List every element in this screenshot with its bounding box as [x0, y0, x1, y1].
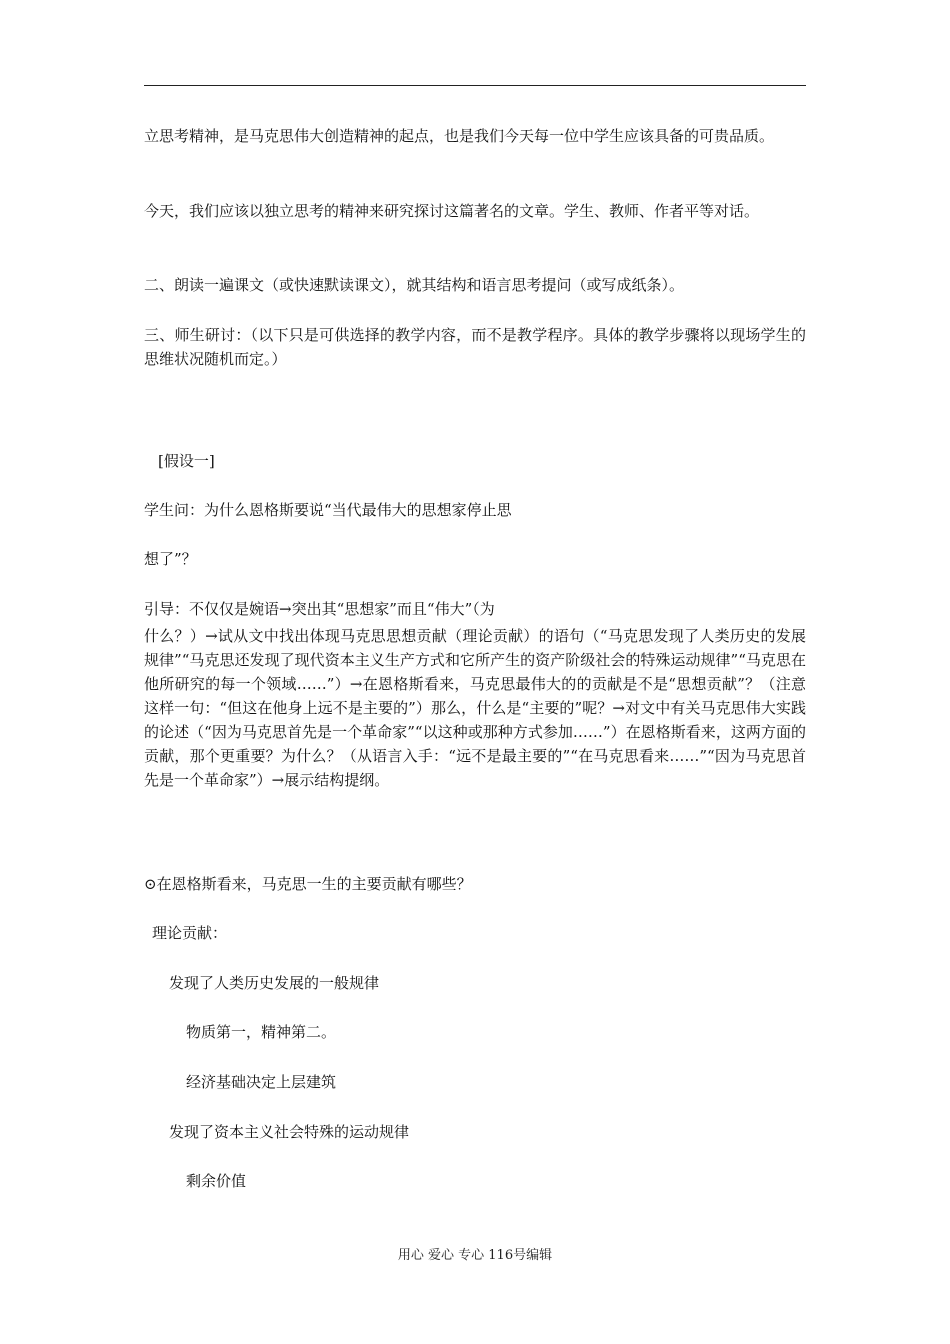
- outline-subitem-matter-first: 物质第一，精神第二。: [186, 1023, 337, 1041]
- outline-item-history-law: 发现了人类历史发展的一般规律: [169, 974, 380, 992]
- paragraph-step-three: 三、师生研讨：（以下只是可供选择的教学内容，而不是教学程序。具体的教学步骤将以现场学生的思维状况随机而定。）: [144, 326, 806, 368]
- page-footer: 用心 爱心 专心 116号编辑: [397, 1248, 553, 1263]
- guidance-body: 什么？）→试从文中找出体现马克思思想贡献（理论贡献）的语句（“马克思发现了人类历史的发展规律”“马克思还发现了现代资本主义生产方式和它所产生的资产阶级社会的特殊运动规律”“马克思在他所研究的每一个领域……”）→在恩格斯看来，马克思最伟大的的贡献是不是“思想贡献”？（注意这样一句：“但这在他身上远不是主要的”）那么，什么是“主要的”呢？→对文中有关马克思伟大实践的论述（“因为马克思首先是一个革命家”“以这种或那种方式参加……”）在恩格斯看来，这两方面的贡献，那个更重要？为什么？（从语言入手：“远不是最主要的”“在马克思看来……”“因为马克思首先是一个革命家”）→展示结构提纲。: [144, 627, 806, 789]
- student-question-end: 想了”？: [144, 550, 197, 568]
- header-rule: [144, 85, 806, 86]
- outline-question: ⊙在恩格斯看来，马克思一生的主要贡献有哪些？: [144, 875, 472, 893]
- outline-subitem-economic-base: 经济基础决定上层建筑: [186, 1073, 337, 1091]
- paragraph-today: 今天，我们应该以独立思考的精神来研究探讨这篇著名的文章。学生、教师、作者平等对话。: [144, 202, 760, 220]
- student-question: 学生问：为什么恩格斯要说“当代最伟大的思想家停止思: [144, 501, 512, 519]
- outline-theory-heading: 理论贡献：: [152, 924, 228, 942]
- paragraph-intro-continuation: 立思考精神，是马克思伟大创造精神的起点，也是我们今天每一位中学生应该具备的可贵品质。: [144, 127, 775, 145]
- hypothesis-heading: [假设一]: [158, 452, 215, 470]
- guidance-intro: 引导：不仅仅是婉语→突出其“思想家”而且“伟大”（为: [144, 600, 495, 618]
- paragraph-step-two: 二、朗读一遍课文（或快速默读课文），就其结构和语言思考提问（或写成纸条）。: [144, 276, 685, 294]
- outline-subitem-surplus-value: 剩余价值: [186, 1172, 247, 1190]
- outline-item-capitalism-law: 发现了资本主义社会特殊的运动规律: [169, 1123, 410, 1141]
